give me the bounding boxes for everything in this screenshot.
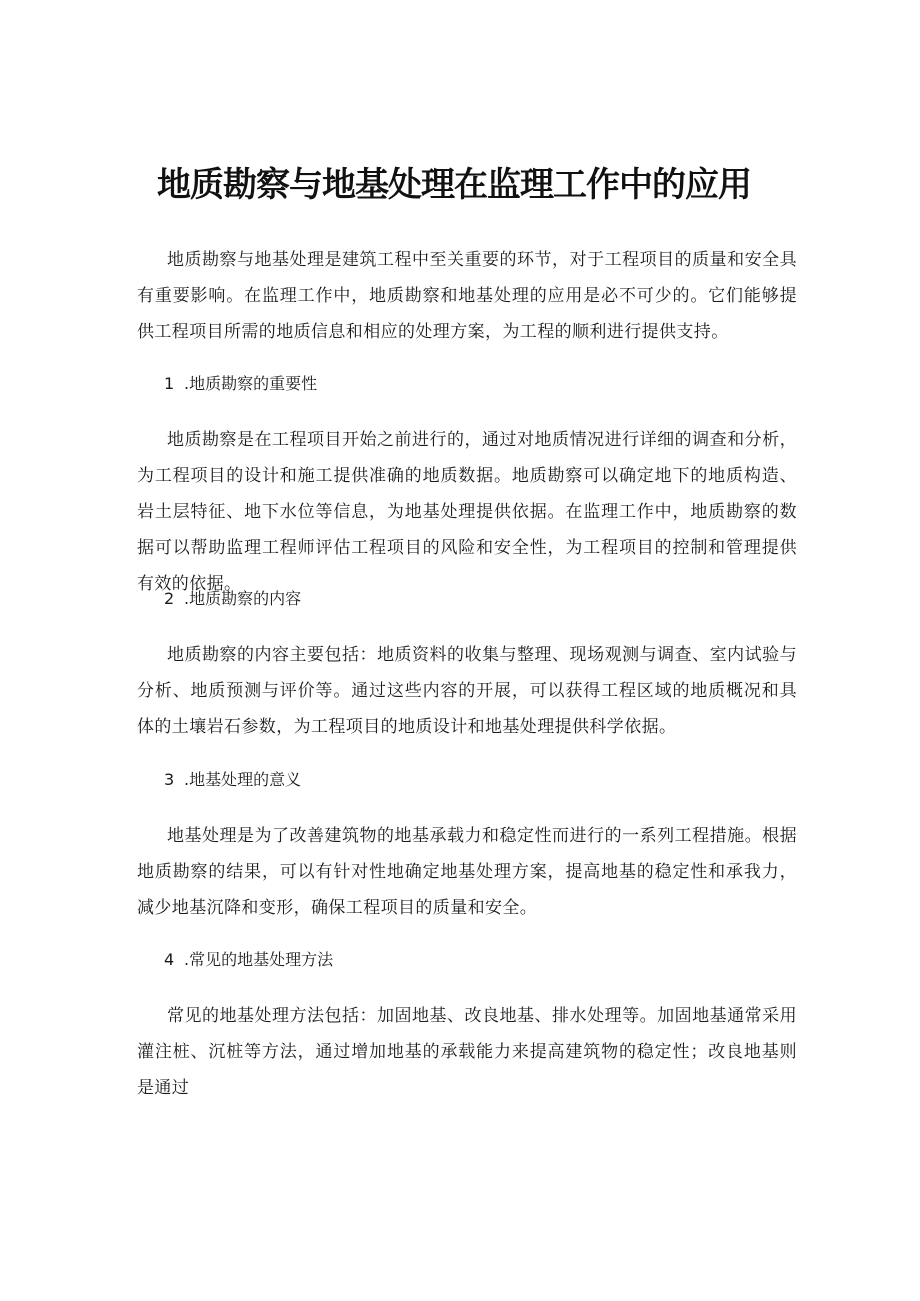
section-number: 2 — [164, 589, 175, 608]
section-number: 3 — [164, 770, 175, 789]
section-body-3: 地基处理是为了改善建筑物的地基承载力和稳定性而进行的一系列工程措施。根据地质勘察的结果，可以有针对性地确定地基处理方案，提高地基的稳定性和承我力，减少地基沉降和变形，确保工程项目的质量和安全。 — [137, 826, 797, 918]
section-body-1: 地质勘察是在工程项目开始之前进行的，通过对地质情况进行详细的调查和分析，为工程项目的设计和施工提供准确的地质数据。地质勘察可以确定地下的地质构造、岩土层特征、地下水位等信息，为地基处理提供依据。在监理工作中，地质勘察的数据可以帮助监理工程师评估工程项目的风险和安全性，为工程项目的控制和管理提供有效的依据。 — [137, 430, 797, 594]
section-body-4: 常见的地基处理方法包括：加固地基、改良地基、排水处理等。加固地基通常采用灌注桩、沉桩等方法，通过增加地基的承载能力来提高建筑物的稳定性；改良地基则是通过 — [137, 1006, 797, 1098]
section-number: 1 — [164, 374, 175, 393]
section-body-2: 地质勘察的内容主要包括：地质资料的收集与整理、现场观测与调查、室内试验与分析、地质预测与评价等。通过这些内容的开展，可以获得工程区域的地质概况和具体的土壤岩石参数，为工程项目的地质设计和地基处理提供科学依据。 — [137, 645, 797, 737]
section-heading-text: .常见的地基处理方法 — [184, 950, 334, 969]
intro-paragraph: 地质勘察与地基处理是建筑工程中至关重要的环节，对于工程项目的质量和安全具有重要影响。在监理工作中，地质勘察和地基处理的应用是必不可少的。它们能够提供工程项目所需的地质信息和相应的处理方案，为工程的顺利进行提供支持。 — [137, 250, 797, 342]
section-heading-1 — [164, 372, 317, 396]
document-title: 地质勘察与地基处理在监理工作中的应用 — [157, 165, 751, 205]
section-number: 4 — [164, 950, 175, 969]
section-heading-4 — [164, 948, 333, 972]
section-heading-text: .地质勘察的内容 — [184, 589, 302, 608]
section-heading-text: .地质勘察的重要性 — [184, 374, 318, 393]
section-heading-3 — [164, 768, 301, 792]
section-heading-text: .地基处理的意义 — [184, 770, 302, 789]
section-heading-2 — [164, 587, 301, 611]
